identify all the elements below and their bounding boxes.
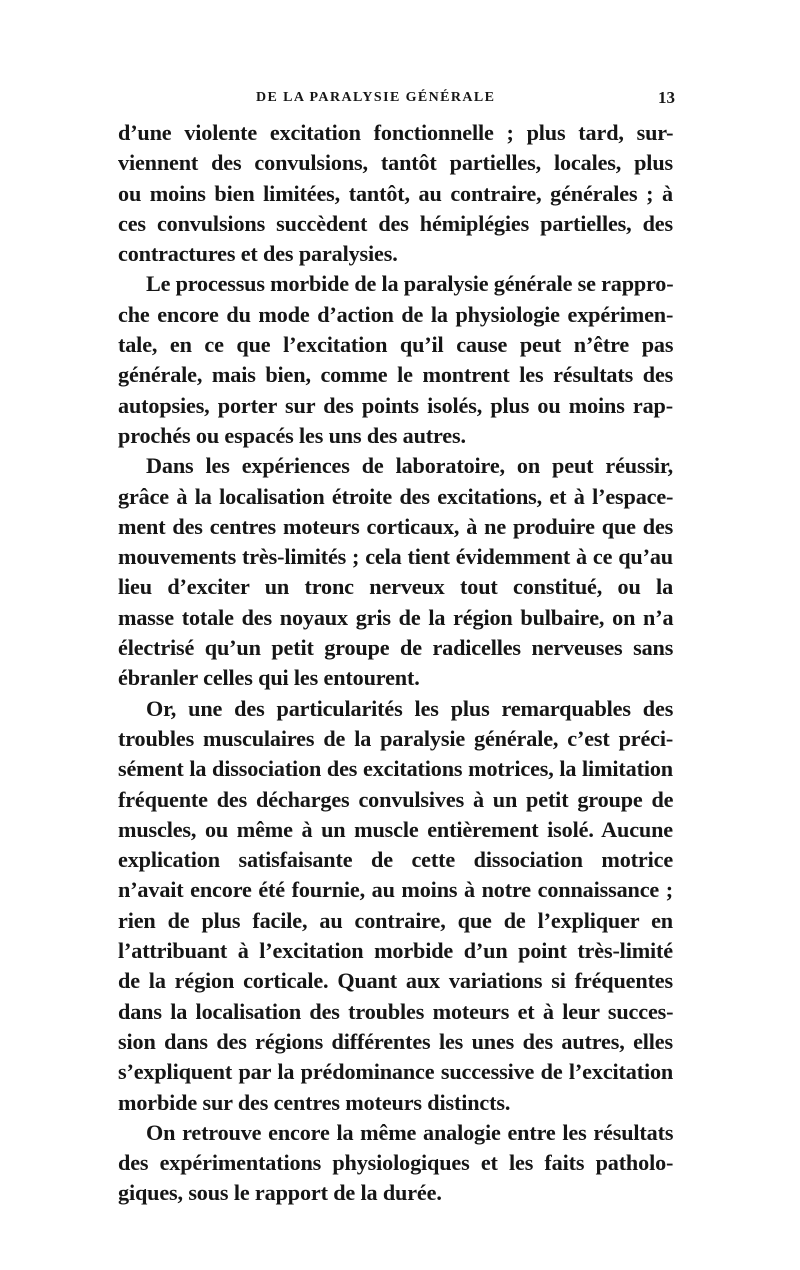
text-line: électrisé qu’un petit groupe de radicelles nerveuses sans: [118, 635, 674, 661]
text-line: viennent des convulsions, tantôt partielles, locales, plus: [118, 150, 673, 176]
text-line: ment des centres moteurs corticaux, à ne produire que des: [118, 513, 674, 539]
text-line: générale, mais bien, comme le montrent les résultats des: [118, 362, 674, 388]
text-line: sion dans des régions différentes les unes des autres, elles: [118, 1028, 673, 1054]
text-line: prochés ou espacés les uns des autres.: [118, 422, 466, 448]
text-line: tale, en ce que l’excitation qu’il cause peut n’être pas: [118, 332, 674, 358]
text-line: mouvements très-limités ; cela tient évidemment à ce qu’au: [118, 544, 673, 570]
text-line: morbide sur des centres moteurs distincts.: [118, 1089, 511, 1115]
text-line: grâce à la localisation étroite des excitations, et à l’espace-: [118, 483, 674, 509]
text-line: dans la localisation des troubles moteurs et à leur succes-: [118, 998, 674, 1024]
text-line: des expérimentations physiologiques et les faits patholo-: [118, 1150, 674, 1176]
page-header: [118, 88, 673, 118]
text-line: n’avait encore été fournie, au moins à notre connaissance ;: [118, 877, 673, 903]
text-line: rien de plus facile, au contraire, que de l’expliquer en: [118, 907, 673, 933]
text-line: masse totale des noyaux gris de la région bulbaire, on n’a: [118, 604, 674, 630]
running-head: DE LA PARALYSIE GÉNÉRALE: [256, 90, 496, 105]
text-line: giques, sous le rapport de la durée.: [118, 1180, 442, 1206]
text-line: Or, une des particularités les plus remarquables des: [146, 695, 674, 721]
text-line: fréquente des décharges convulsives à un petit groupe de: [118, 786, 674, 812]
text-line: autopsies, porter sur des points isolés, plus ou moins rap-: [118, 392, 673, 418]
text-line: Le processus morbide de la paralysie générale se rappro-: [146, 271, 674, 297]
text-line: s’expliquent par la prédominance successive de l’excitation: [118, 1059, 674, 1085]
text-line: explication satisfaisante de cette dissociation motrice: [118, 847, 674, 873]
text-line: On retrouve encore la même analogie entre les résultats: [146, 1119, 674, 1145]
text-line: troubles musculaires de la paralysie générale, c’est préci-: [118, 725, 674, 751]
text-line: lieu d’exciter un tronc nerveux tout constitué, ou la: [118, 574, 674, 600]
text-line: che encore du mode d’action de la physiologie expérimen-: [118, 301, 674, 327]
text-line: ces convulsions succèdent des hémiplégies partielles, des: [118, 210, 673, 236]
text-line: muscles, ou même à un muscle entièrement isolé. Aucune: [118, 816, 673, 842]
text-line: sément la dissociation des excitations motrices, la limitation: [118, 756, 673, 782]
text-line: contractures et des paralysies.: [118, 241, 398, 267]
text-line: de la région corticale. Quant aux variations si fréquentes: [118, 968, 673, 994]
body-text: [118, 118, 673, 1209]
text-line: ébranler celles qui les entourent.: [118, 665, 420, 691]
book-page: [118, 88, 673, 1209]
text-line: l’attribuant à l’excitation morbide d’un point très-limité: [118, 938, 673, 964]
page-number: 13: [658, 88, 675, 107]
text-line: d’une violente excitation fonctionnelle ; plus tard, sur-: [118, 120, 674, 145]
text-line: ou moins bien limitées, tantôt, au contraire, générales ; à: [118, 180, 673, 206]
text-line: Dans les expériences de laboratoire, on peut réussir,: [146, 453, 673, 479]
